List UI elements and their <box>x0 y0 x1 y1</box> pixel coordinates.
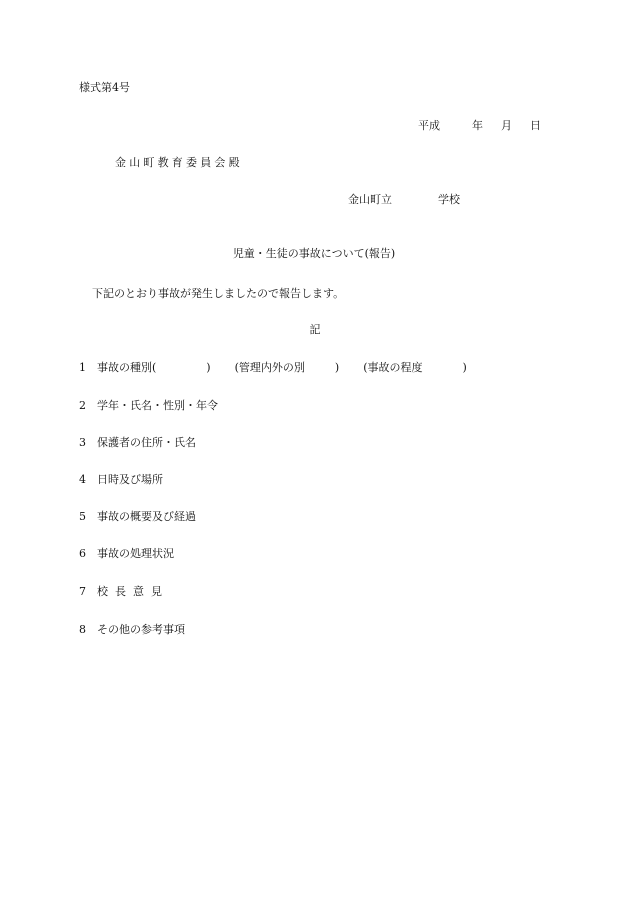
date-year-unit: 年 <box>472 119 483 132</box>
accident-type-open: 事故の種別( <box>97 361 157 374</box>
report-title-text: 児童・生徒の事故について(報告) <box>232 247 396 260</box>
list-item <box>79 437 196 448</box>
jurisdiction-open: (管理内外の別 <box>234 361 305 374</box>
list-item <box>79 624 185 635</box>
sender-suffix: 学校 <box>438 193 460 206</box>
item-label: その他の参考事項 <box>97 623 185 636</box>
item-number: 7 <box>79 585 86 598</box>
item-number: 8 <box>79 623 86 636</box>
sender-school <box>348 194 460 205</box>
date-day-unit: 日 <box>530 119 541 132</box>
intro-text: 下記のとおり事故が発生しましたので報告します。 <box>92 287 345 300</box>
list-item <box>79 586 169 597</box>
report-title <box>0 248 630 259</box>
accident-type-close: ) <box>206 361 211 374</box>
list-item <box>79 548 174 559</box>
item-number: 3 <box>79 436 86 449</box>
form-number: 様式第4号 <box>79 81 130 94</box>
item-number: 5 <box>79 510 86 523</box>
list-item <box>79 362 467 373</box>
addressee: 金山町教育委員会殿 <box>115 156 243 169</box>
item-label: 校長意見 <box>97 585 169 598</box>
item-number: 2 <box>79 399 86 412</box>
degree-open: (事故の程度 <box>363 361 423 374</box>
item-label: 学年・氏名・性別・年令 <box>97 399 218 412</box>
report-date <box>418 120 541 131</box>
date-era: 平成 <box>418 119 440 132</box>
ki-heading: 記 <box>309 323 321 336</box>
item-label: 保護者の住所・氏名 <box>97 436 196 449</box>
item-label: 日時及び場所 <box>97 473 163 486</box>
item-label: 事故の概要及び経過 <box>97 510 196 523</box>
item-label: 事故の処理状況 <box>97 547 174 560</box>
list-item <box>79 474 163 485</box>
date-month-unit: 月 <box>501 119 512 132</box>
jurisdiction-close: ) <box>334 361 340 374</box>
item-number: 1 <box>79 361 86 374</box>
degree-close: ) <box>462 361 467 374</box>
item-number: 4 <box>79 473 86 486</box>
list-item <box>79 400 218 411</box>
sender-prefix: 金山町立 <box>348 193 392 206</box>
list-item <box>79 511 196 522</box>
item-number: 6 <box>79 547 86 560</box>
